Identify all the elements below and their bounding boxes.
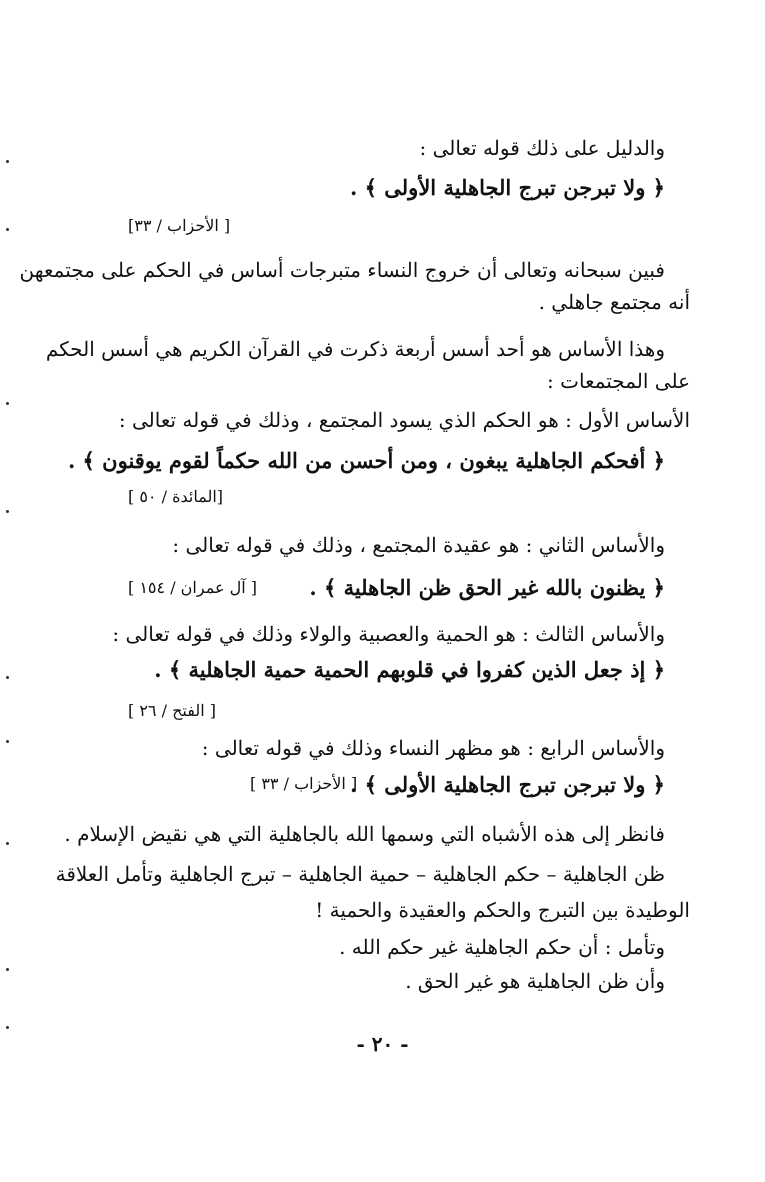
scan-speck — [6, 402, 9, 405]
text-line: وهذا الأساس هو أحد أسس أربعة ذكرت في القرآن الكريم هي أسس الحكم — [45, 337, 665, 361]
text-line: وتأمل : أن حكم الجاهلية غير حكم الله . — [339, 935, 665, 959]
quran-verse: ﴿ إذ جعل الذين كفروا في قلوبهم الحمية حمية الجاهلية ﴾ . — [154, 657, 665, 682]
verse-reference: [ آل عمران / ١٥٤ ] — [128, 578, 257, 597]
scan-speck — [6, 510, 9, 513]
text-line: والأساس الرابع : هو مظهر النساء وذلك في قوله تعالى : — [201, 736, 665, 760]
page-number: - ٢٠ - — [356, 1032, 409, 1056]
scan-speck — [6, 160, 9, 163]
text-line: ظن الجاهلية – حكم الجاهلية – حمية الجاهلية – تبرج الجاهلية وتأمل العلاقة — [55, 862, 665, 886]
text-line: وأن ظن الجاهلية هو غير الحق . — [405, 969, 665, 993]
text-line: والأساس الثاني : هو عقيدة المجتمع ، وذلك في قوله تعالى : — [172, 533, 665, 557]
text-line: الأساس الأول : هو الحكم الذي يسود المجتمع ، وذلك في قوله تعالى : — [118, 408, 690, 432]
text-line: والدليل على ذلك قوله تعالى : — [419, 136, 665, 160]
scan-speck — [6, 968, 9, 971]
scan-speck — [6, 676, 9, 679]
text-line: والأساس الثالث : هو الحمية والعصبية والولاء وذلك في قوله تعالى : — [112, 622, 665, 646]
text-line: أنه مجتمع جاهلي . — [538, 290, 690, 314]
quran-verse: ﴿ أفحكم الجاهلية يبغون ، ومن أحسن من الله حكماً لقوم يوقنون ﴾ . — [67, 448, 665, 473]
scan-speck — [6, 842, 9, 845]
verse-reference: [المائدة / ٥٠ ] — [128, 487, 223, 506]
quran-verse: ﴿ ولا تبرجن تبرج الجاهلية الأولى ﴾ . — [350, 175, 665, 200]
text-line: فبين سبحانه وتعالى أن خروج النساء متبرجات أساس في الحكم على مجتمعهن — [19, 258, 665, 282]
scan-speck — [6, 228, 9, 231]
verse-reference: [ الأحزاب / ٣٣ ] — [250, 774, 358, 793]
verse-reference: [ الأحزاب / ٣٣] — [128, 216, 231, 235]
verse-reference: [ الفتح / ٢٦ ] — [128, 701, 216, 720]
text-line: الوطيدة بين التبرج والحكم والعقيدة والحمية ! — [315, 898, 690, 922]
text-line: فانظر إلى هذه الأشباه التي وسمها الله بالجاهلية التي هي نقيض الإسلام . — [64, 822, 665, 846]
scan-speck — [6, 1026, 9, 1029]
scan-speck — [6, 740, 9, 743]
quran-verse: ﴿ ولا تبرجن تبرج الجاهلية الأولى ﴾ . — [350, 772, 665, 797]
text-line: على المجتمعات : — [547, 369, 690, 393]
quran-verse: ﴿ يظنون بالله غير الحق ظن الجاهلية ﴾ . — [309, 575, 665, 600]
